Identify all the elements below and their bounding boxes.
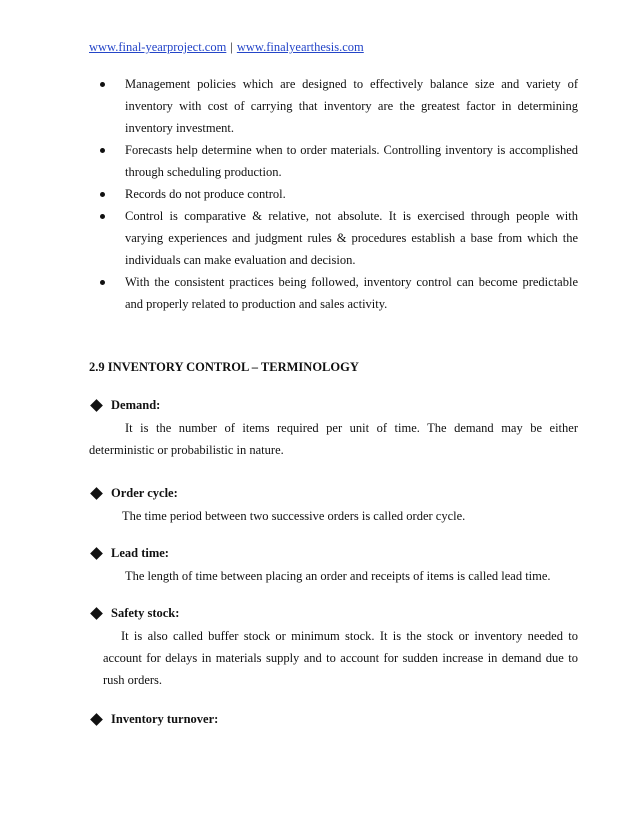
term-definition: The length of time between placing an order and receipts of items is called lead time. — [125, 569, 551, 583]
bullet-icon — [100, 214, 105, 219]
diamond-bullet-icon — [90, 607, 103, 620]
term-safety-stock — [89, 606, 578, 691]
list-item — [98, 139, 578, 183]
list-item — [98, 183, 578, 205]
list-item-text: Forecasts help determine when to order materials. Controlling inventory is accomplished through scheduling production. — [125, 143, 578, 179]
list-item — [98, 205, 578, 271]
list-item-text: Management policies which are designed to effectively balance size and variety of inventory with cost of carrying that inventory are the greatest factor in determining inventory investment. — [125, 77, 578, 135]
term-demand — [89, 398, 578, 461]
bullet-list — [98, 73, 578, 315]
header-separator: | — [230, 40, 233, 54]
bullet-icon — [100, 192, 105, 197]
list-item — [98, 271, 578, 315]
header-link-final-yearproject[interactable]: www.final-yearproject.com — [89, 40, 227, 54]
term-definition: The time period between two successive orders is called order cycle. — [122, 509, 466, 523]
term-definition: It is also called buffer stock or minimum stock. It is the stock or inventory needed to account for delays in materials supply and to account for sudden increase in demand due to rush orders. — [103, 629, 578, 687]
term-name: Safety stock: — [111, 606, 180, 620]
term-order-cycle — [89, 486, 578, 527]
diamond-bullet-icon — [90, 713, 103, 726]
diamond-bullet-icon — [90, 547, 103, 560]
page-header — [89, 40, 364, 55]
term-name: Lead time: — [111, 546, 169, 560]
term-lead-time — [89, 546, 578, 587]
list-item-text: Control is comparative & relative, not absolute. It is exercised through people with varying experiences and judgment rules & procedures establish a base from which the individuals can make evaluation and decision. — [125, 209, 578, 267]
term-definition: It is the number of items required per unit of time. The demand may be either deterministic or probabilistic in nature. — [89, 421, 578, 457]
bullet-icon — [100, 148, 105, 153]
header-link-finalyearthesis[interactable]: www.finalyearthesis.com — [236, 40, 364, 54]
term-name: Inventory turnover: — [111, 712, 219, 726]
bullet-icon — [100, 280, 105, 285]
list-item-text: With the consistent practices being followed, inventory control can become predictable and properly related to production and sales activity. — [125, 275, 578, 311]
diamond-bullet-icon — [90, 487, 103, 500]
term-inventory-turnover — [89, 712, 578, 727]
list-item — [98, 73, 578, 139]
bullet-icon — [100, 82, 105, 87]
list-item-text: Records do not produce control. — [125, 187, 286, 201]
diamond-bullet-icon — [90, 399, 103, 412]
term-name: Demand: — [111, 398, 161, 412]
term-name: Order cycle: — [111, 486, 178, 500]
section-title: 2.9 INVENTORY CONTROL – TERMINOLOGY — [89, 360, 359, 374]
